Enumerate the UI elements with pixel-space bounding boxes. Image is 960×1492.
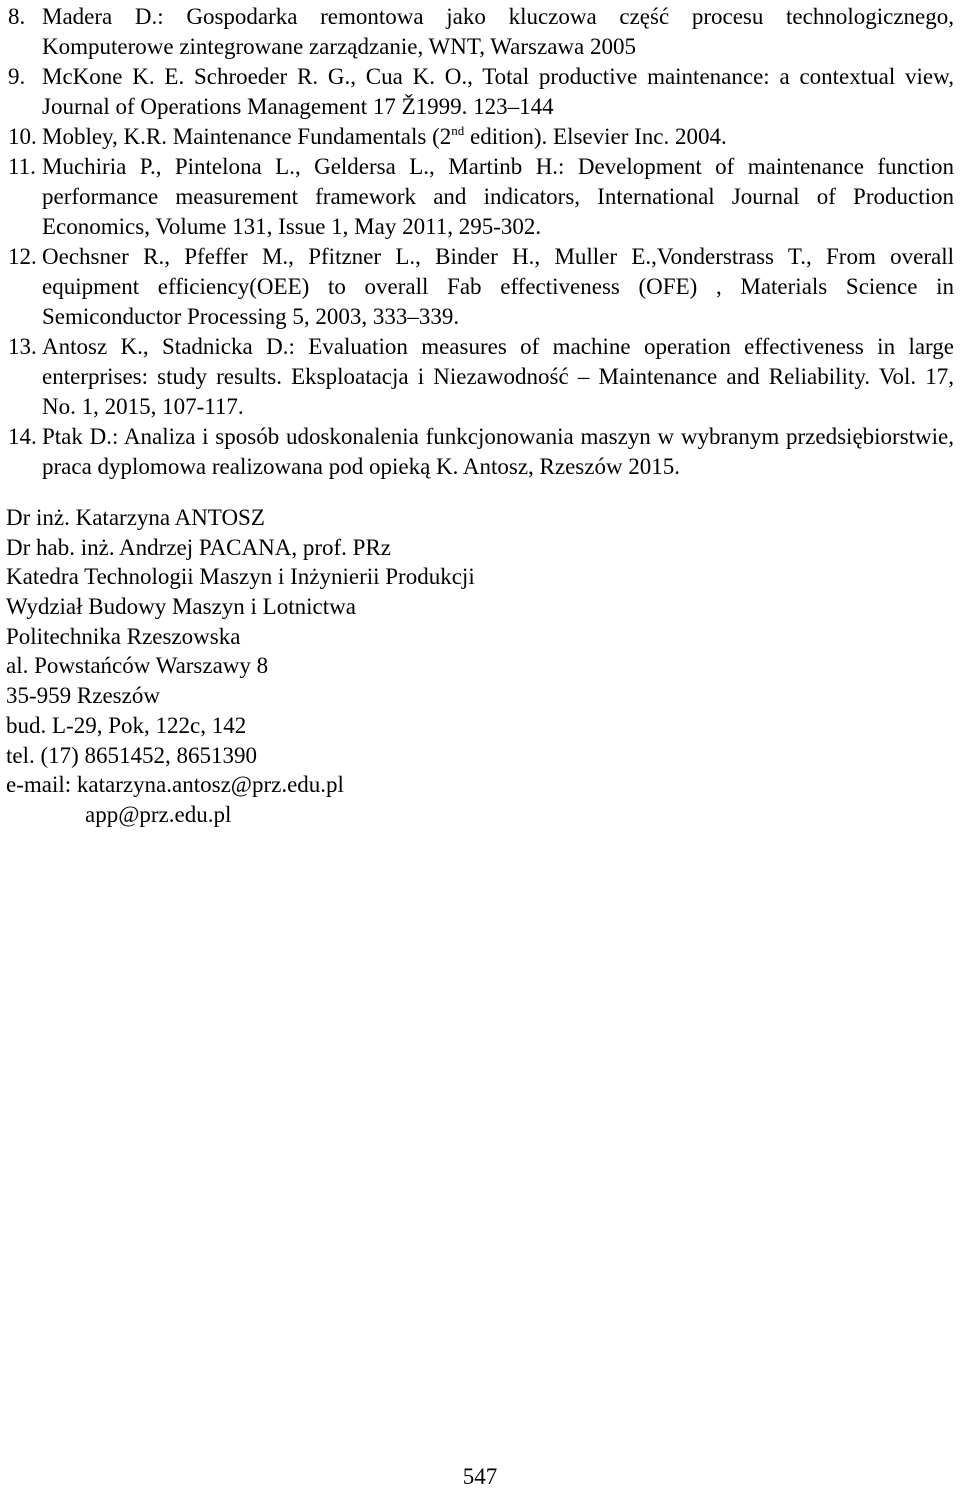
reference-item bbox=[8, 62, 954, 122]
city: 35-959 Rzeszów bbox=[6, 683, 160, 709]
reference-number: 13. bbox=[8, 334, 37, 359]
author-name: Dr inż. Katarzyna ANTOSZ bbox=[6, 505, 265, 530]
reference-text: Ptak D.: Analiza i sposób udoskonalenia funkcjonowania maszyn w wybranym przedsiębiorstwie, praca dyplomowa realizowana pod opieką K. Antosz, Rzeszów 2015. bbox=[42, 424, 954, 479]
reference-item bbox=[8, 152, 954, 242]
reference-text: Antosz K., Stadnicka D.: Evaluation measures of machine operation effectiveness in large enterprises: study results. Eksploatacja i Niezawodność – Maintenance and Reliability. Vol. 17, No. 1, 2015, 107-117. bbox=[42, 334, 954, 419]
reference-item bbox=[8, 422, 954, 482]
email: e-mail: katarzyna.antosz@prz.edu.pl bbox=[6, 772, 344, 798]
reference-list bbox=[8, 0, 954, 482]
reference-number: 8. bbox=[8, 4, 26, 29]
reference-number: 10. bbox=[8, 124, 37, 149]
phone: tel. (17) 8651452, 8651390 bbox=[6, 742, 258, 768]
reference-text-part: Mobley, K.R. Maintenance Fundamentals (2 bbox=[42, 124, 452, 149]
reference-item bbox=[8, 332, 954, 422]
faculty: Wydział Budowy Maszyn i Lotnictwa bbox=[6, 594, 356, 620]
email: app@prz.edu.pl bbox=[85, 801, 232, 827]
reference-text: McKone K. E. Schroeder R. G., Cua K. O., Total productive maintenance: a contextual view, Journal of Operations Management 17 Ž1999. 123–144 bbox=[42, 64, 954, 119]
reference-text bbox=[42, 124, 727, 149]
reference-item bbox=[8, 2, 954, 62]
department: Katedra Technologii Maszyn i Inżynierii Produkcji bbox=[6, 564, 475, 590]
reference-text: Oechsner R., Pfeffer M., Pfitzner L., Binder H., Muller E.,Vonderstrass T., From overall equipment efficiency(OEE) to overall Fab effectiveness (OFE) , Materials Science in Semiconductor Processing 5, 2003, 333–339. bbox=[42, 244, 954, 329]
reference-number: 14. bbox=[8, 424, 37, 449]
university: Politechnika Rzeszowska bbox=[6, 623, 241, 649]
reference-number: 12. bbox=[8, 244, 37, 269]
reference-item bbox=[8, 122, 954, 152]
page-number: 547 bbox=[462, 1464, 498, 1489]
reference-text: Muchiria P., Pintelona L., Geldersa L., Martinb H.: Development of maintenance function performance measurement framework and indicators, International Journal of Production Economics, Volume 131, Issue 1, May 2011, 295-302. bbox=[42, 154, 954, 239]
reference-item bbox=[8, 242, 954, 332]
building: bud. L-29, Pok, 122c, 142 bbox=[6, 712, 247, 738]
reference-number: 11. bbox=[8, 154, 36, 179]
reference-text: Madera D.: Gospodarka remontowa jako kluczowa część procesu technologicznego, Komputerowe zintegrowane zarządzanie, WNT, Warszawa 2005 bbox=[42, 4, 954, 59]
reference-number: 9. bbox=[8, 64, 26, 89]
superscript: nd bbox=[451, 123, 465, 138]
author-name: Dr hab. inż. Andrzej PACANA, prof. PRz bbox=[6, 534, 392, 560]
author-contact-block bbox=[6, 503, 606, 830]
reference-text-part: edition). Elsevier Inc. 2004. bbox=[464, 124, 727, 149]
street-address: al. Powstańców Warszawy 8 bbox=[6, 653, 269, 679]
